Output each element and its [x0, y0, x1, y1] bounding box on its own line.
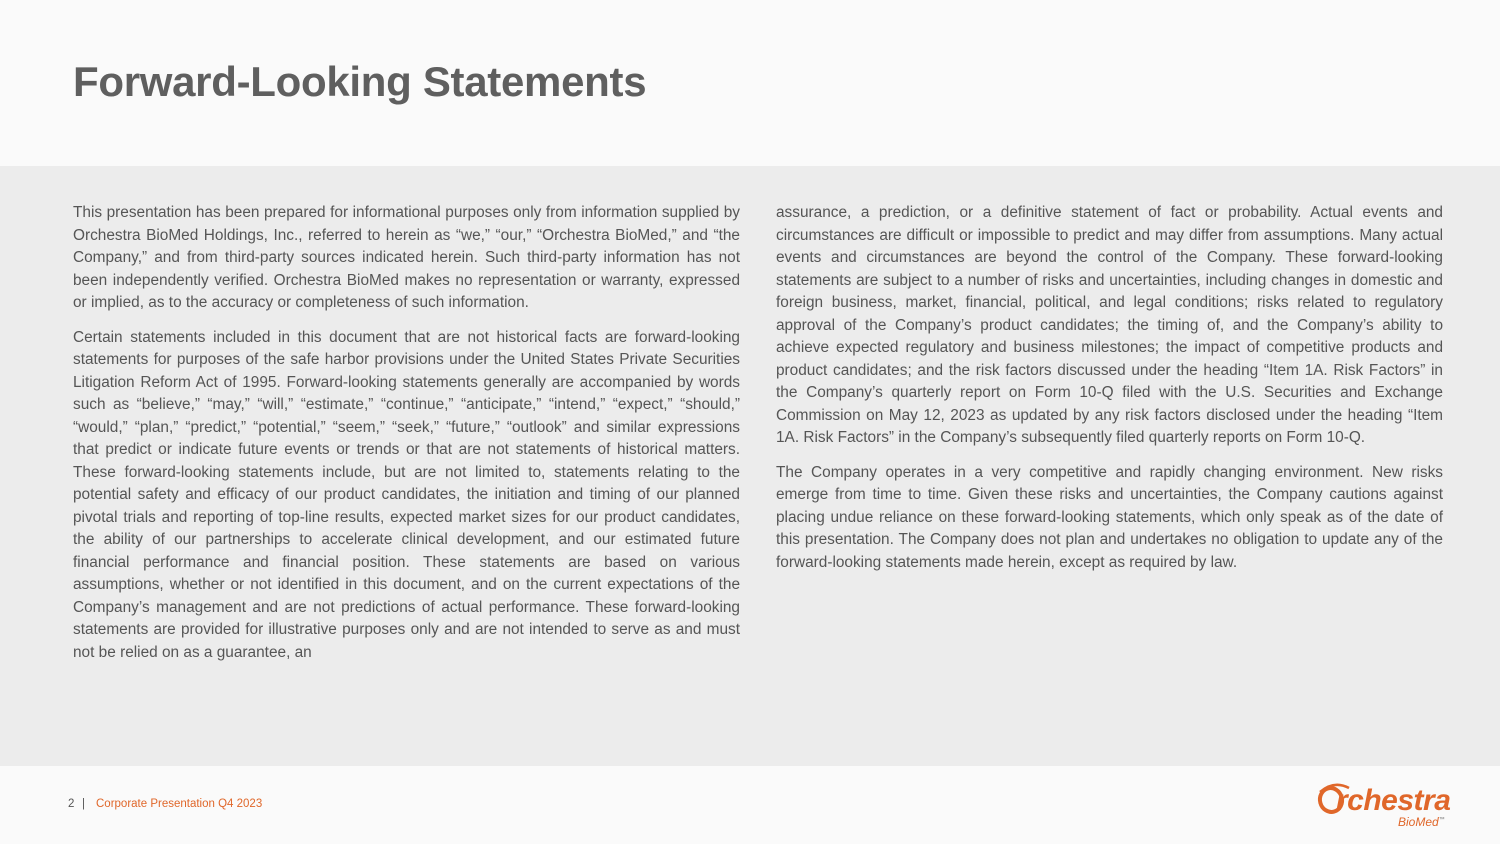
right-paragraph-1: assurance, a prediction, or a definitive statement of fact or probability. Actual events and circumstances are difficult or impossible to predict and may differ from assumptions. Many actual events and circumstances are beyond the control of the Company. These forward-looking statements are subject to a number of risks and uncertainties, including changes in domestic and foreign business, market, financial, political, and legal conditions; risks related to regulatory approval of the Company’s product candidates; the timing of, and the Company’s ability to achieve expected regulatory and business milestones; the impact of competitive products and product candidates; and the risk factors discussed under the heading “Item 1A. Risk Factors” in the Company’s quarterly report on Form 10-Q filed with the U.S. Securities and Exchange Commission on May 12, 2023 as updated by any risk factors disclosed under the heading “Item 1A. Risk Factors” in the Company’s subsequently filed quarterly reports on Form 10-Q. [776, 204, 1443, 446]
page-title: Forward-Looking Statements [73, 58, 647, 105]
left-paragraph-2: Certain statements included in this document that are not historical facts are forward-looking statements for purposes of the safe harbor provisions under the United States Private Securities Litigation Reform Act of 1995. Forward-looking statements generally are accompanied by words such as “believe,” “may,” “will,” “estimate,” “continue,” “anticipate,” “intend,” “expect,” “should,” “would,” “plan,” “predict,” “potential,” “seem,” “seek,” “future,” “outlook” and similar expressions that predict or indicate future events or trends or that are not statements of historical matters. These forward-looking statements include, but are not limited to, statements relating to the potential safety and efficacy of our product candidates, the initiation and timing of our planned pivotal trials and reporting of top-line results, expected market sizes for our product candidates, the ability of our partnerships to accelerate clinical development, and our estimated future financial performance and financial position. These statements are based on various assumptions, whether or not identified in this document, and on the current expectations of the Company’s management and are not predictions of actual performance. These forward-looking statements are provided for illustrative purposes only and are not intended to serve as and must not be relied on as a guarantee, an [73, 328, 740, 661]
footer [0, 766, 1500, 844]
page-number: 2 [68, 798, 75, 810]
footer-label: Corporate Presentation Q4 2023 [96, 798, 263, 810]
footer-separator: | [82, 798, 85, 810]
content-area [0, 166, 1500, 766]
logo-sub-text: BioMed [1398, 815, 1439, 829]
left-paragraph-1: This presentation has been prepared for informational purposes only from information supplied by Orchestra BioMed Holdings, Inc., referred to herein as “we,” “our,” “Orchestra BioMed,” and “the Company,” and from third-party sources indicated herein. Such third-party information has not been independently verified. Orchestra BioMed makes no representation or warranty, expressed or implied, as to the accuracy or completeness of such information. [73, 204, 740, 311]
logo-subtext [1398, 815, 1445, 829]
logo-trademark: ™ [1438, 817, 1445, 823]
title-bar [0, 0, 1500, 166]
orchestra-biomed-logo [1310, 778, 1460, 834]
logo-wordmark: rchestra [1336, 784, 1451, 817]
left-column [73, 202, 740, 676]
right-paragraph-2: The Company operates in a very competitive and rapidly changing environment. New risks emerge from time to time. Given these risks and uncertainties, the Company cautions against placing undue reliance on these forward-looking statements, which only speak as of the date of this presentation. The Company does not plan and undertakes no obligation to update any of the forward-looking statements made herein, except as required by law. [776, 463, 1443, 571]
right-column [776, 202, 1443, 586]
